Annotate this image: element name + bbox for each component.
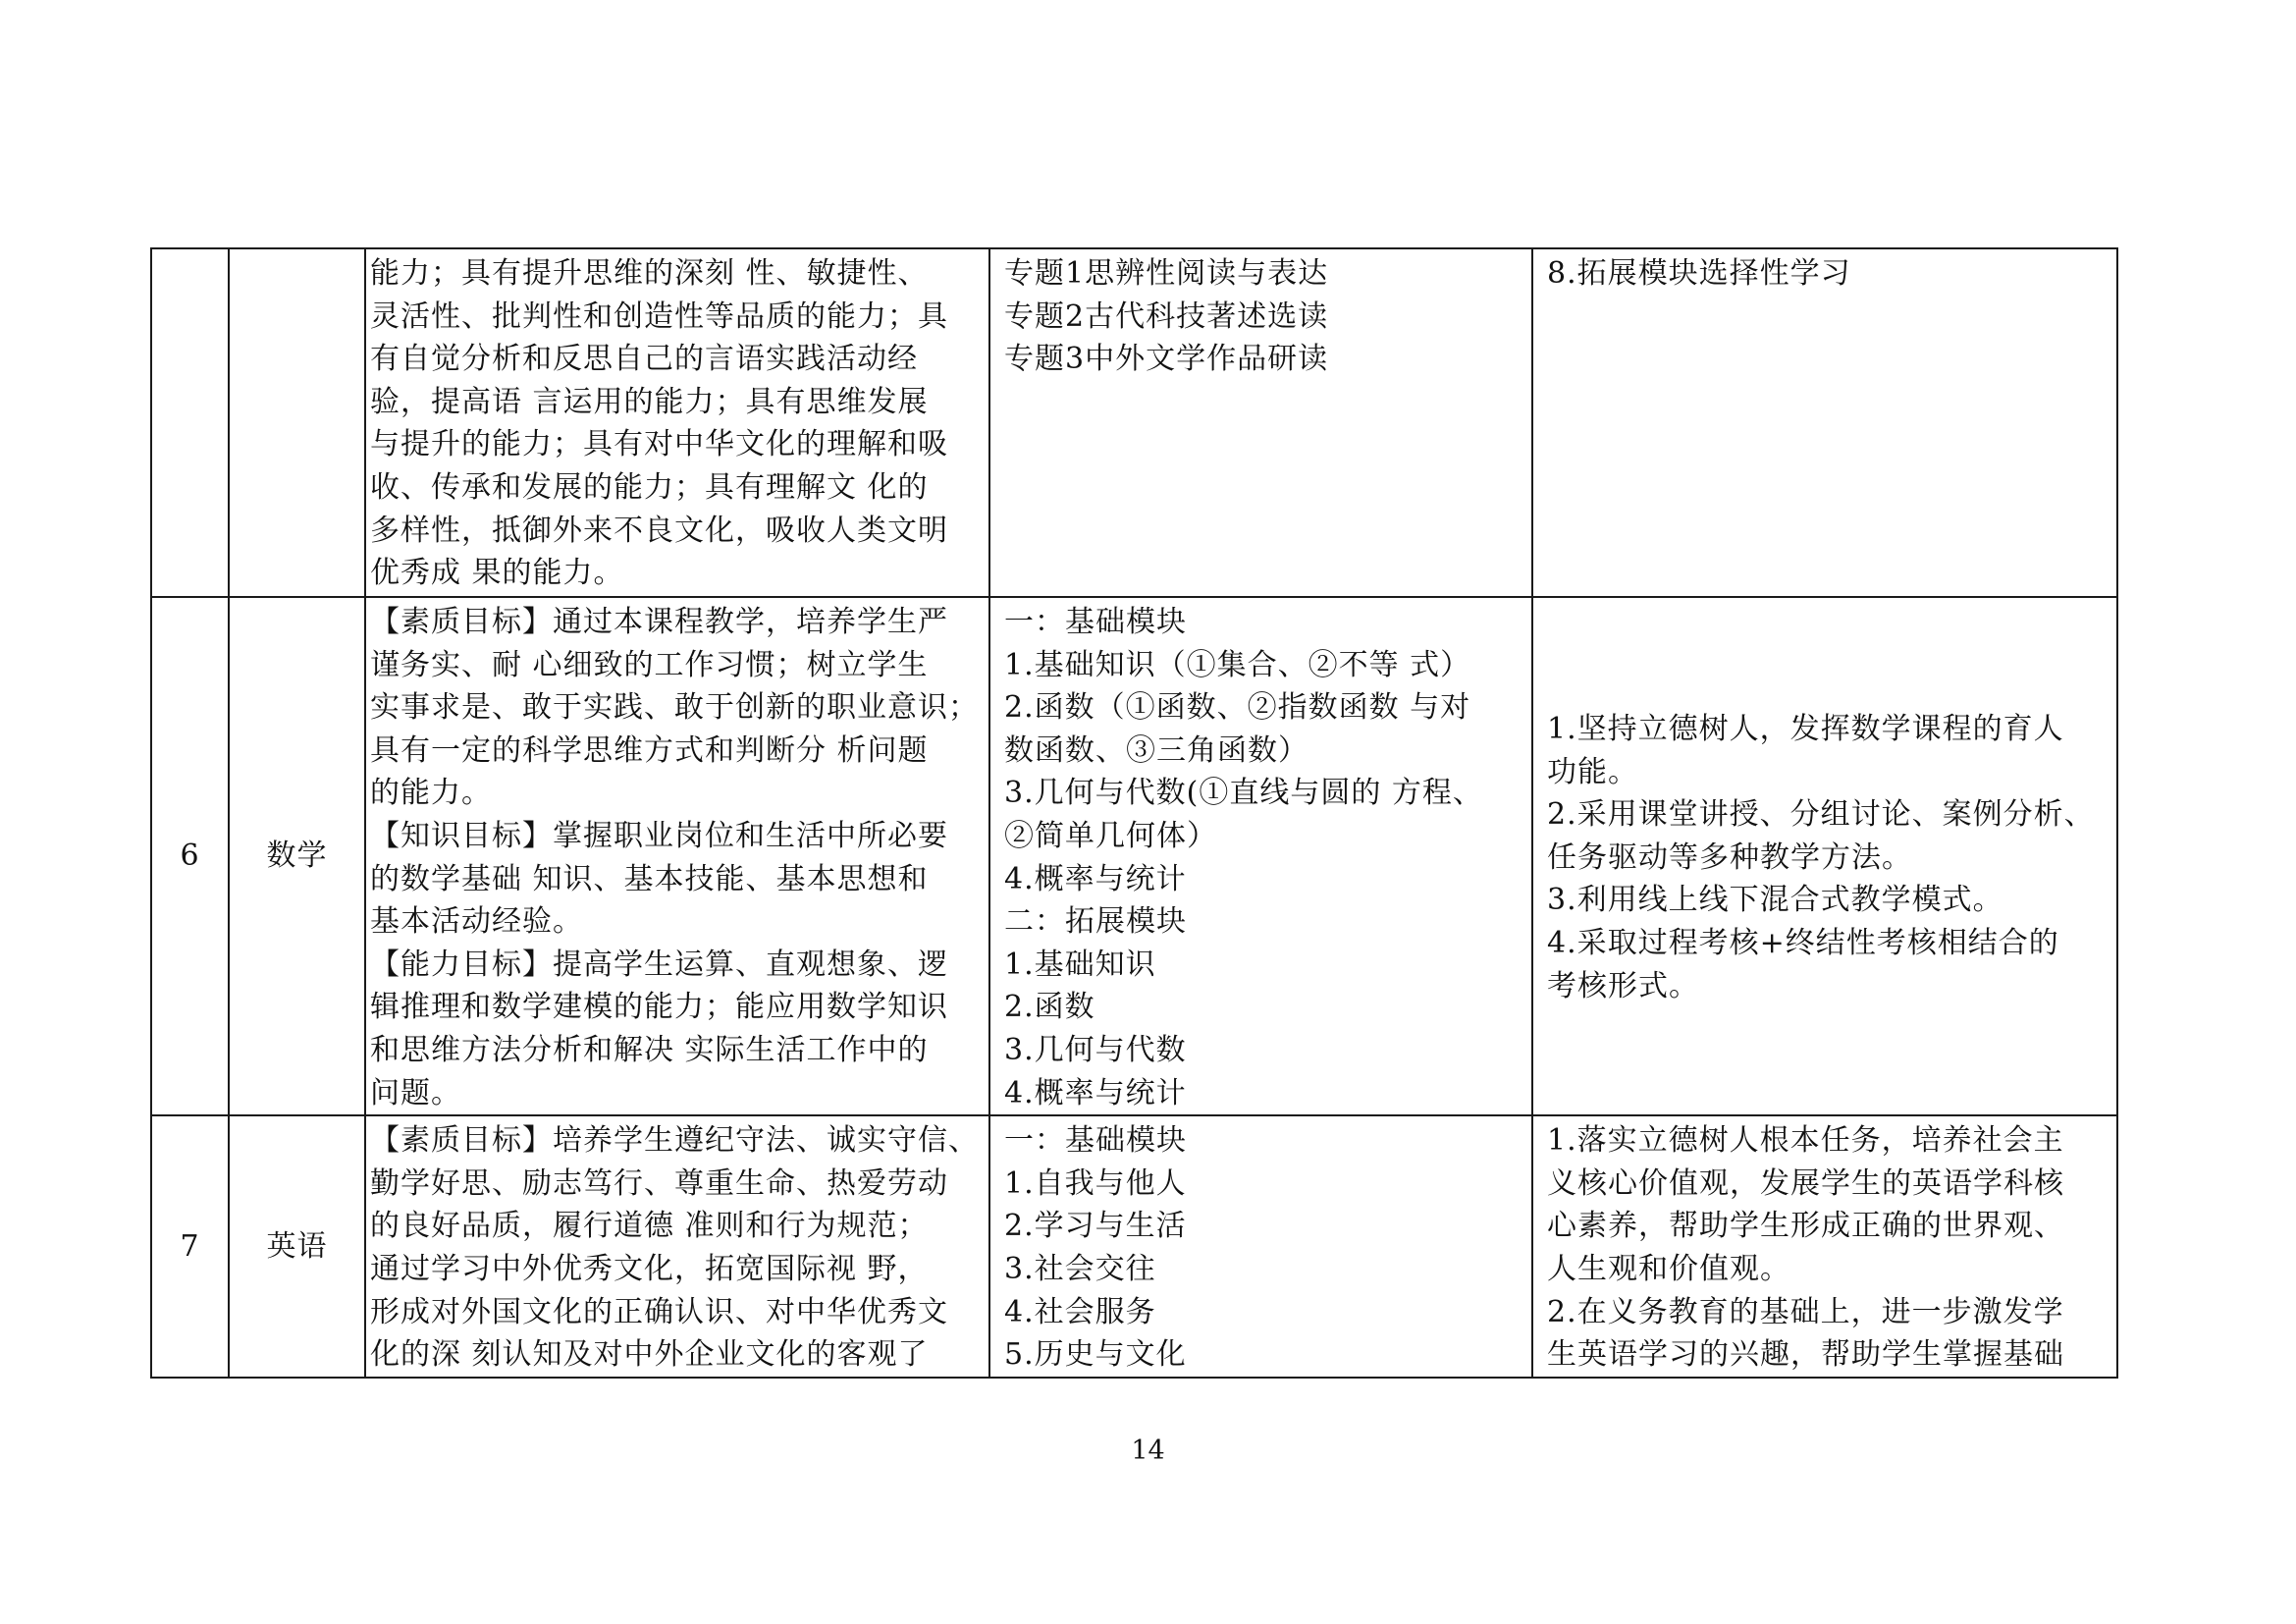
requirement-line: 任务驱动等多种教学方法。: [1547, 839, 1912, 875]
requirement-line: 心素养，帮助学生形成正确的世界观、: [1547, 1209, 2064, 1244]
content-line: 4.概率与统计: [1004, 1075, 1187, 1110]
content-line: 1.基础知识（①集合、②不等 式）: [1004, 647, 1471, 682]
goal-line: 和思维方法分析和解决 实际生活工作中的: [370, 1032, 929, 1067]
goal-line: 辑推理和数学建模的能力；能应用数学知识: [370, 990, 948, 1025]
course-goal-cell: [365, 597, 989, 1115]
goal-line: 基本活动经验。: [370, 904, 583, 940]
requirement-line: 3.利用线上线下混合式教学模式。: [1547, 883, 2003, 918]
teaching-requirement-cell: [1532, 597, 2117, 1115]
content-line: 1.自我与他人: [1004, 1165, 1187, 1201]
goal-line: 勤学好思、励志笃行、尊重生命、热爱劳动: [370, 1165, 948, 1201]
teaching-requirement-cell: [1532, 248, 2117, 597]
goal-line: 谨务实、耐 心细致的工作习惯；树立学生: [370, 647, 929, 682]
goal-line: 【素质目标】培养学生遵纪守法、诚实守信、: [370, 1123, 979, 1159]
course-content-cell: [989, 1115, 1532, 1378]
goal-line: 实事求是、敢于实践、敢于创新的职业意识；: [370, 690, 979, 726]
content-line: 二：拓展模块: [1004, 904, 1187, 940]
course-name-cell: [229, 248, 365, 597]
goal-line: 【知识目标】掌握职业岗位和生活中所必要: [370, 818, 948, 853]
teaching-requirement-cell: [1532, 1115, 2117, 1378]
course-goal-cell: [365, 1115, 989, 1378]
requirement-line: 1.坚持立德树人，发挥数学课程的育人: [1547, 711, 2064, 746]
table-row: [151, 1115, 2117, 1378]
row-number-cell: 6: [151, 597, 229, 1115]
goal-line: 具有一定的科学思维方式和判断分 析问题: [370, 732, 929, 768]
content-line: 专题2古代科技著述选读: [1004, 298, 1329, 334]
goal-line: 通过学习中外优秀文化，拓宽国际视 野，: [370, 1251, 929, 1286]
requirement-line: 功能。: [1547, 754, 1638, 789]
requirement-line: 生英语学习的兴趣，帮助学生掌握基础: [1547, 1337, 2064, 1373]
row-number-cell: [151, 248, 229, 597]
goal-line: 【能力目标】提高学生运算、直观想象、逻: [370, 947, 948, 982]
content-line: 专题1思辨性阅读与表达: [1004, 256, 1329, 291]
goal-line: 的能力。: [370, 776, 492, 811]
page-number: 14: [1131, 1435, 1165, 1466]
requirement-line: 2.在义务教育的基础上，进一步激发学: [1547, 1294, 2064, 1329]
content-line: 5.历史与文化: [1004, 1337, 1187, 1373]
course-name-cell: 英语: [229, 1115, 365, 1378]
content-line: 4.社会服务: [1004, 1294, 1156, 1329]
course-name-cell: 数学: [229, 597, 365, 1115]
goal-line: 的良好品质，履行道德 准则和行为规范；: [370, 1209, 929, 1244]
goal-line: 优秀成 果的能力。: [370, 556, 624, 591]
content-line: 数函数、③三角函数）: [1004, 732, 1308, 768]
goal-line: 化的深 刻认知及对中外企业文化的客观了: [370, 1337, 929, 1373]
course-content-cell: [989, 248, 1532, 597]
course-goal-cell: [365, 248, 989, 597]
row-number-cell: 7: [151, 1115, 229, 1378]
content-line: 一：基础模块: [1004, 1123, 1187, 1159]
goal-line: 多样性，抵御外来不良文化，吸收人类文明: [370, 513, 948, 548]
content-line: 一：基础模块: [1004, 605, 1187, 639]
requirement-line: 2.采用课堂讲授、分组讨论、案例分析、: [1547, 797, 2095, 833]
content-line: ②简单几何体）: [1004, 818, 1217, 853]
content-line: 2.学习与生活: [1004, 1209, 1187, 1244]
requirement-line: 8.拓展模块选择性学习: [1547, 256, 1851, 291]
goal-line: 验，提高语 言运用的能力；具有思维发展: [370, 384, 929, 419]
goal-line: 灵活性、批判性和创造性等品质的能力；具: [370, 298, 948, 334]
goal-line: 的数学基础 知识、基本技能、基本思想和: [370, 861, 929, 896]
goal-line: 与提升的能力；具有对中华文化的理解和吸: [370, 427, 948, 462]
goal-line: 形成对外国文化的正确认识、对中华优秀文: [370, 1294, 948, 1329]
goal-line: 【素质目标】通过本课程教学，培养学生严: [370, 605, 948, 639]
course-content-cell: [989, 597, 1532, 1115]
content-line: 3.几何与代数(①直线与圆的 方程、: [1004, 776, 1483, 811]
content-line: 1.基础知识: [1004, 947, 1156, 982]
content-line: 3.社会交往: [1004, 1251, 1156, 1286]
content-line: 专题3中外文学作品研读: [1004, 342, 1329, 377]
goal-line: 有自觉分析和反思自己的言语实践活动经: [370, 342, 918, 377]
goal-line: 能力；具有提升思维的深刻 性、敏捷性、: [370, 256, 929, 291]
goal-line: 收、传承和发展的能力；具有理解文 化的: [370, 469, 929, 505]
requirement-line: 义核心价值观，发展学生的英语学科核: [1547, 1165, 2064, 1201]
content-line: 4.概率与统计: [1004, 861, 1187, 896]
requirement-line: 4.采取过程考核+终结性考核相结合的: [1547, 925, 2059, 960]
goal-line: 问题。: [370, 1075, 461, 1110]
content-line: 2.函数: [1004, 990, 1095, 1025]
curriculum-table: [150, 247, 2118, 1379]
requirement-line: 考核形式。: [1547, 968, 1699, 1003]
requirement-line: 人生观和价值观。: [1547, 1251, 1790, 1286]
table-row: [151, 248, 2117, 597]
table-row: [151, 597, 2117, 1115]
content-line: 2.函数（①函数、②指数函数 与对: [1004, 690, 1471, 726]
requirement-line: 1.落实立德树人根本任务，培养社会主: [1547, 1123, 2064, 1159]
content-line: 3.几何与代数: [1004, 1032, 1187, 1067]
